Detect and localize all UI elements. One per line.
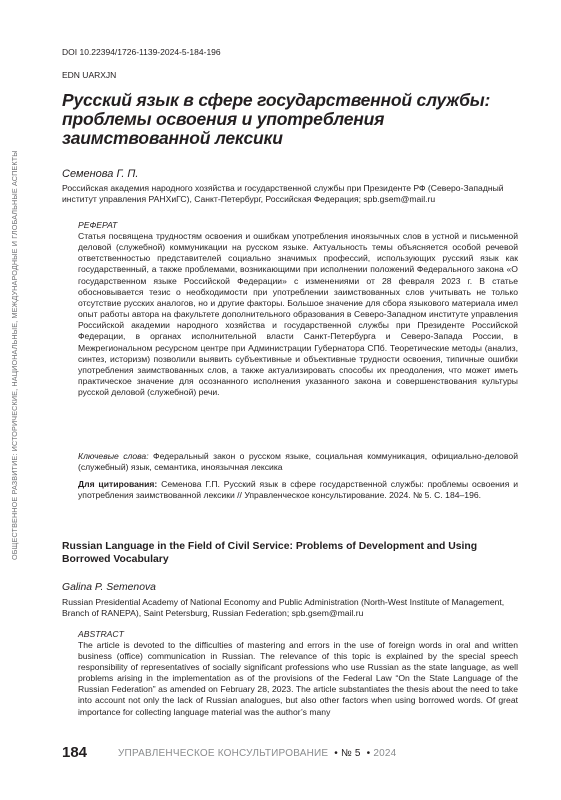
page-number: 184	[62, 744, 88, 761]
affiliation-ru: Российская академия народного хозяйства и государственной службы при Президенте РФ (Северо-Западный институт управления РАНХиГС), Санкт-Петербург, Российская Федерация; spb.gsem@mail.ru	[62, 183, 504, 205]
side-running-title-text: ОБЩЕСТВЕННОЕ РАЗВИТИЕ: ИСТОРИЧЕСКИЕ, НАЦИОНАЛЬНЫЕ, МЕЖДУНАРОДНЫЕ И ГЛОБАЛЬНЫЕ АСПЕКТЫ	[10, 150, 19, 560]
abstract-ru-text: Статья посвящена трудностям освоения и ошибкам употребления иноязычных слов в устной и письменной деловой (служебной) коммуникации на русском языке. Актуальность темы объясняется особой речевой ответственностью представителей социально значимых профессий, использующих русский язык как государственный, а также проблемами, возникающими при исполнении положений Федерального закона «О государственном языке Российской Федерации» с изменениями от 28 февраля 2023 г. В статье обосновывается тезис о необходимости при употреблении заимствованных слов учитывать не только отсутствие русских аналогов, но и другие факторы. Большое значение для сбора языкового материала имел опыт работы автора на факультете дополнительного образования в Северо-Западном институте управления Российской академии народного хозяйства и государственной службы при Президенте Российской Федерации, в органах исполнительной власти Санкт-Петербурга и Северо-Запада России, в Межрегиональном ресурсном центре при Администрации Губернатора СПб. Теоретические методы (анализ, синтез, историзм) позволили выявить субъективные и объективные трудности освоения, типичные ошибки употребления заимствованных слов, а также актуализировать способы их преодоления, что может иметь практическое значение для осознанного исполнения указанного закона и совершенствования культуры русской деловой (служебной) речи.	[78, 231, 518, 398]
journal-issue: № 5	[340, 748, 361, 759]
author-ru: Семенова Г. П.	[62, 168, 139, 180]
abstract-en	[78, 629, 518, 718]
title-en: Russian Language in the Field of Civil Service: Problems of Development and Using Borrowed Vocabulary	[62, 541, 478, 565]
edn: EDN UARXJN	[62, 70, 117, 80]
abstract-en-text: The article is devoted to the difficulties of mastering and errors in the use of foreign words in oral and written business (office) communication in Russian. The relevance of this topic is explained by the special speech responsibility of representatives of socially significant professions who use Russian as the state language, as well problems arising in the implementation as of the provisions of the Federal Law “On the State Language of the Russian Federation” as amended on February 28, 2023. The article substantiates the thesis about the need to take into account not only the lack of Russian analogues, but also other factors when using borrowed words. Of great importance for collecting language material was the author’s many	[78, 640, 518, 717]
author-en: Galina P. Semenova	[62, 582, 156, 593]
journal-name: УПРАВЛЕНЧЕСКОЕ КОНСУЛЬТИРОВАНИЕ	[118, 748, 329, 759]
abstract-en-label: ABSTRACT	[78, 629, 124, 639]
keywords-ru-label: Ключевые слова:	[78, 451, 149, 461]
citation-ru	[78, 479, 518, 501]
abstract-ru	[78, 220, 518, 398]
side-running-title	[10, 150, 30, 580]
citation-ru-label: Для цитирования:	[78, 479, 158, 489]
journal-year: 2024	[373, 748, 397, 759]
doi: DOI 10.22394/1726-1139-2024-5-184-196	[62, 47, 221, 57]
journal-footer: УПРАВЛЕНЧЕСКОЕ КОНСУЛЬТИРОВАНИЕ • № 5 • 2024	[118, 748, 397, 759]
citation-ru-text: Семенова Г.П. Русский язык в сфере государственной службы: проблемы освоения и употребления заимствованной лексики // Управленческое консультирование. 2024. № 5. С. 184–196.	[78, 479, 518, 500]
affiliation-en: Russian Presidential Academy of National Economy and Public Administration (North-West Institute of Management, Branch of RANEPA), Saint Petersburg, Russian Federation; spb.gsem@mail.ru	[62, 597, 505, 619]
keywords-ru-text: Федеральный закон о русском языке, социальная коммуникация, официально-деловой (служебный) язык, семантика, иноязычная лексика	[78, 451, 519, 472]
abstract-ru-label: РЕФЕРАТ	[78, 220, 118, 230]
keywords-ru	[78, 451, 518, 473]
title-ru: Русский язык в сфере государственной службы: проблемы освоения и употребления заимствованной лексики	[62, 90, 491, 148]
